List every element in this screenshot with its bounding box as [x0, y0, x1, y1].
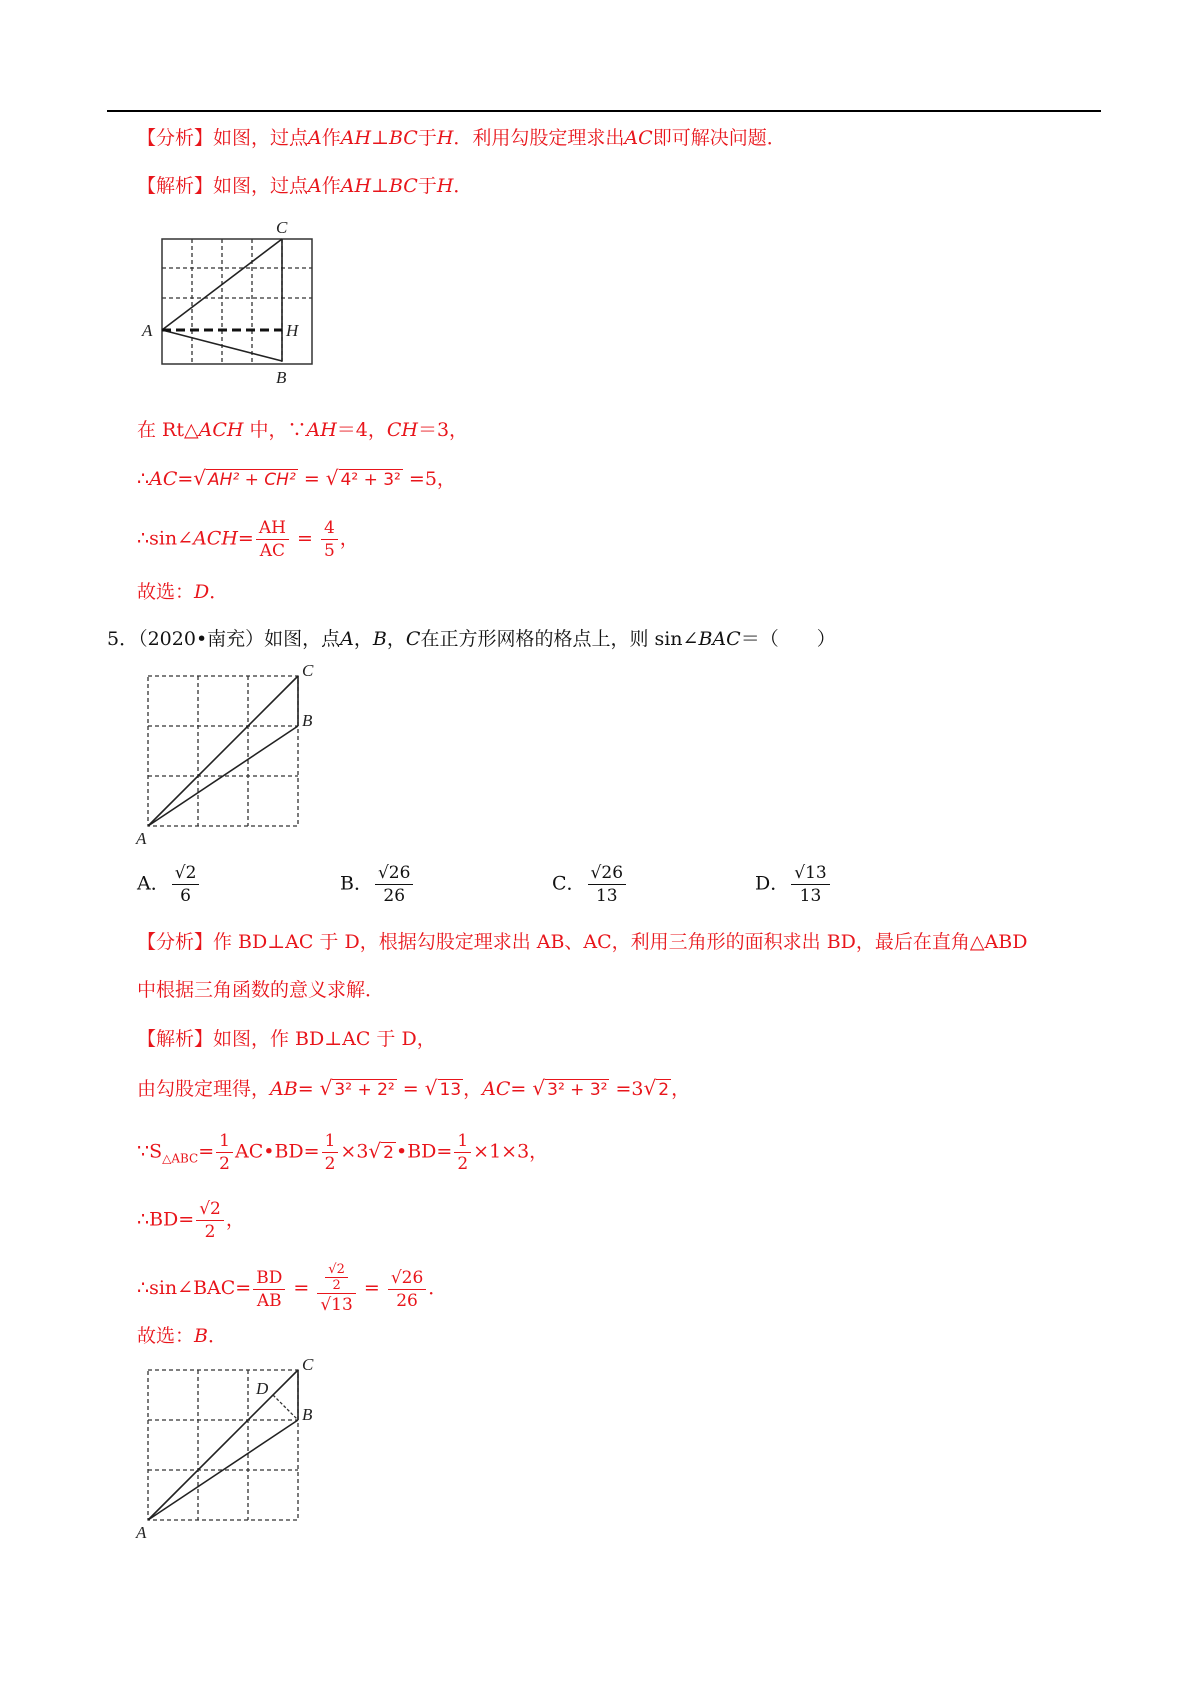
label-A: A — [136, 829, 147, 848]
solution-2-line3: $\because S_{\triangle ABC}=$ $\frac{1}{2}$ AC•BD= $\frac{1}{2}$ ×3√ 2 •BD= $\frac{1}{2}$ ×1×3， — [137, 1131, 549, 1174]
solution-1-intro: 【解析】如图，过点A作AH⊥BC于H． — [137, 175, 473, 197]
option-b[interactable]: B． $\frac{√26}{26}$ — [340, 862, 415, 907]
label-C: C — [302, 1355, 314, 1374]
label-B: B — [302, 1405, 313, 1424]
figure-grid-bac-with-d — [130, 1352, 320, 1542]
label-H: H — [286, 321, 299, 340]
label-A: A — [136, 1523, 147, 1542]
solution-1-answer: 故选：D． — [137, 581, 229, 603]
label-D: D — [256, 1379, 269, 1398]
option-d[interactable]: D． $\frac{√13}{13}$ — [755, 862, 832, 907]
figure-grid-bac — [130, 658, 320, 848]
figure-grid-ach — [140, 215, 320, 390]
header-rule — [107, 110, 1101, 112]
solution-1-line2: ∴AC=√ AH² + CH² = √ 4² + 3² =5， — [137, 466, 456, 490]
label-C: C — [302, 661, 314, 680]
option-a[interactable]: A． $\frac{√2}{6}$ — [137, 862, 201, 907]
solution-1-line1: 在 Rt△ACH 中，∵AH＝4，CH＝3， — [137, 419, 469, 441]
label-C: C — [276, 218, 288, 237]
question-5: 5．（2020•南充）如图，点A，B，C在正方形网格的格点上，则 sin∠BAC＝（ ） — [107, 628, 836, 650]
solution-2-answer: 故选：B． — [137, 1325, 227, 1347]
solution-2-line4: ∴BD= $\frac{√2}{2}$ ， — [137, 1199, 245, 1242]
label-A: A — [142, 321, 153, 340]
label-B: B — [276, 368, 287, 387]
solution-2-line2: 由勾股定理得，AB= √ 3² + 2² = √ 13 ，AC= √ 3² + 3² =3√ 2 ， — [137, 1076, 691, 1100]
analysis-2-line2: 中根据三角函数的意义求解． — [137, 979, 385, 1001]
solution-1-line3: ∴sin∠ACH= $\frac{AH}{AC}$ = $\frac{4}{5}$ ， — [137, 518, 359, 561]
solution-2-intro: 【解析】如图，作 BD⊥AC 于 D， — [137, 1028, 436, 1050]
label-B: B — [302, 711, 313, 730]
analysis-1: 【分析】如图，过点A作AH⊥BC于H．利用勾股定理求出AC即可解决问题． — [137, 127, 786, 149]
option-c[interactable]: C． $\frac{√26}{13}$ — [552, 862, 628, 907]
solution-2-line5: ∴sin∠BAC= $\frac{BD}{AB}$ = $\frac{\frac{√2}{2}}{√13}$ = $\frac{√26}{26}$ ． — [137, 1262, 448, 1315]
analysis-2-line1: 【分析】作 BD⊥AC 于 D，根据勾股定理求出 AB、AC，利用三角形的面积求出 BD，最后在直角△ABD — [137, 931, 1028, 953]
